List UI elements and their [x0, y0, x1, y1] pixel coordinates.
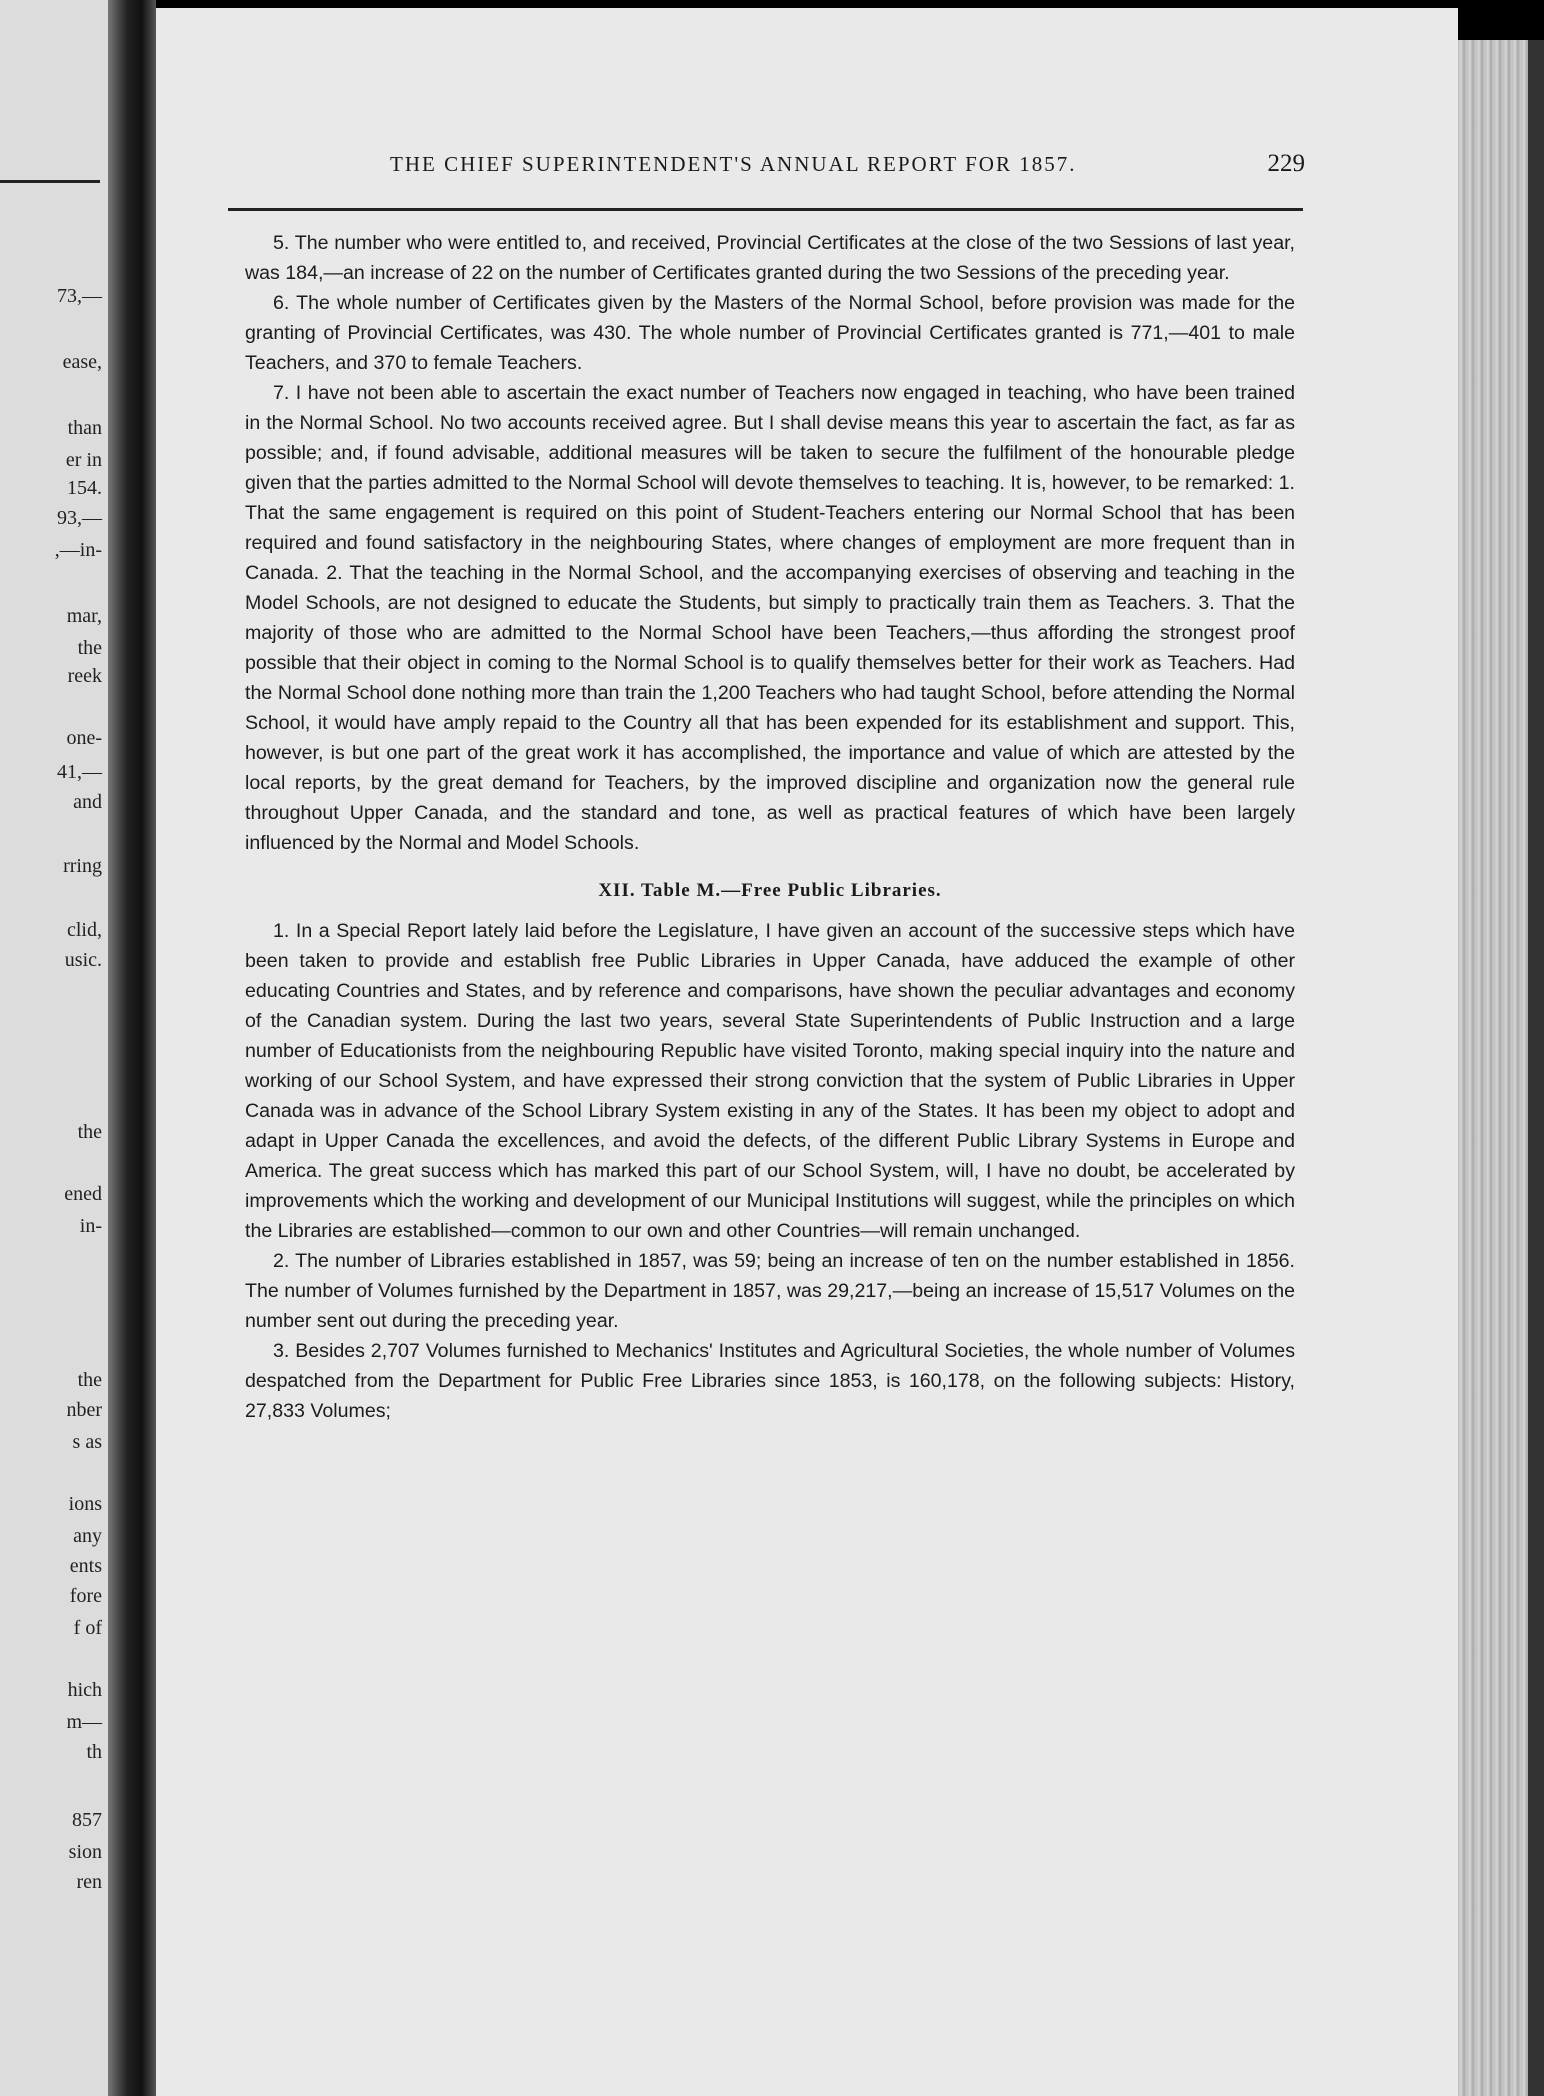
section-paragraph-2: 2. The number of Libraries established in 1857, was 59; being an increase of ten on the number established in 1856. The number of Volumes furnished by the Department in 1857, was 29,217,—being an increase of 15,517 Volumes on the number sent out during the preceding year.: [245, 1250, 1295, 1332]
left-fragment: and: [73, 791, 102, 813]
left-fragment: 73,—: [57, 285, 102, 307]
left-fragment: the: [77, 637, 102, 659]
left-fragment: fore: [69, 1585, 102, 1607]
left-fragment: sion: [68, 1841, 102, 1863]
left-fragment: 93,—: [57, 507, 102, 529]
paragraph-5: 5. The number who were entitled to, and received, Provincial Certificates at the close of the two Sessions of last year, was 184,—an increase of 22 on the number of Certificates granted during the two Sessions of the preceding year.: [245, 232, 1295, 284]
left-fragment: ,—in-: [54, 539, 102, 561]
left-fragment: 154.: [67, 477, 102, 499]
left-fragment: 41,—: [57, 761, 102, 783]
left-fragment: the: [77, 1369, 102, 1391]
book-gutter: [108, 0, 156, 2096]
left-fragment: one-: [66, 727, 102, 749]
left-fragment: s as: [72, 1431, 102, 1453]
section-paragraph-3: 3. Besides 2,707 Volumes furnished to Mechanics' Institutes and Agricultural Societies, the whole number of Volumes despatched from the Department for Public Free Libraries since 1853, is 160,178, on the following subjects: History, 27,833 Volumes;: [245, 1340, 1295, 1422]
left-fragment: in-: [79, 1215, 102, 1237]
section-heading: XII. Table M.—Free Public Libraries.: [598, 880, 942, 901]
left-fragment: clid,: [67, 919, 102, 941]
left-fragment: ease,: [62, 351, 102, 373]
left-facing-page: [0, 0, 108, 2096]
section-paragraph-1: 1. In a Special Report lately laid before the Legislature, I have given an account of the successive steps which have been taken to provide and establish free Public Libraries in Upper Canada, have adduced the example of other educating Countries and States, and by reference and comparisons, have shown the peculiar advantages and economy of the Canadian system. During the last two years, several State Superintendents of Public Instruction and a large number of Educationists from the neighbouring Republic have visited Toronto, making special inquiry into the nature and working of our School System, and have expressed their strong conviction that the system of Public Libraries in Upper Canada was in advance of the School Library System existing in any of the States. It has been my object to adopt and adapt in Upper Canada the excellences, and avoid the defects, of the different Public Library Systems in Europe and America. The great success which has marked this part of our School System, will, I have no doubt, be accelerated by improvements which the working and development of our Municipal Institutions will suggest, while the principles on which the Libraries are established—common to our own and other Countries—will remain unchanged.: [245, 920, 1295, 1242]
left-fragment: f of: [73, 1617, 102, 1639]
running-title: THE CHIEF SUPERINTENDENT'S ANNUAL REPORT FOR 1857.: [390, 152, 1077, 176]
left-fragment: ened: [64, 1183, 102, 1205]
left-fragment: er in: [65, 449, 102, 471]
running-header: [230, 148, 1305, 188]
left-fragment: ents: [69, 1555, 102, 1577]
header-rule: [228, 208, 1303, 211]
left-fragment: than: [67, 417, 102, 439]
page-edges-shadow: [1528, 40, 1544, 2096]
left-fragment: m—: [66, 1711, 102, 1733]
left-fragment: 857: [72, 1809, 102, 1831]
left-fragment: nber: [66, 1399, 102, 1421]
left-fragment: the: [77, 1121, 102, 1143]
left-fragment: mar,: [66, 605, 102, 627]
page-number: 229: [1267, 150, 1305, 177]
left-fragment: ren: [76, 1871, 102, 1893]
paragraph-7: 7. I have not been able to ascertain the exact number of Teachers now engaged in teaching, who have been trained in the Normal School. No two accounts received agree. But I shall devise means this year to ascertain the fact, as far as possible; and, if found advisable, additional measures will be taken to secure the fulfilment of the honourable pledge given that the parties admitted to the Normal School will devote themselves to teaching. It is, however, to be remarked: 1. That the same engagement is required on this point of Student-Teachers entering our Normal School that has been required and found satisfactory in the neighbouring States, where changes of employment are more frequent than in Canada. 2. That the teaching in the Normal School, and the accompanying exercises of observing and teaching in the Model Schools, are not designed to educate the Students, but simply to practically train them as Teachers. 3. That the majority of those who are admitted to the Normal School have been Teachers,—thus affording the strongest proof possible that their object in coming to the Normal School is to qualify themselves better for their work as Teachers. Had the Normal School done nothing more than train the 1,200 Teachers who had taught School, before attending the Normal School, it would have amply repaid to the Country all that has been expended for its establishment and support. This, however, is but one part of the great work it has accomplished, the importance and value of which are attested by the local reports, by the great demand for Teachers, by the improved discipline and organization now the general rule throughout Upper Canada, and the standard and tone, as well as practical features of which have been largely influenced by the Normal and Model Schools.: [245, 382, 1295, 854]
left-page-rule: [0, 180, 100, 183]
paragraph-6: 6. The whole number of Certificates given by the Masters of the Normal School, before provision was made for the granting of Provincial Certificates, was 430. The whole number of Provincial Certificates granted is 771,—401 to male Teachers, and 370 to female Teachers.: [245, 292, 1295, 374]
left-fragment: rring: [63, 855, 102, 877]
body-text: [245, 228, 1295, 1426]
left-fragment: reek: [67, 665, 102, 687]
left-fragment: th: [86, 1741, 102, 1763]
page-edges: [1458, 40, 1528, 2096]
left-fragment: any: [73, 1525, 102, 1547]
left-fragment: hich: [67, 1679, 102, 1701]
left-fragment: ions: [68, 1493, 102, 1515]
left-fragment: usic.: [64, 949, 102, 971]
